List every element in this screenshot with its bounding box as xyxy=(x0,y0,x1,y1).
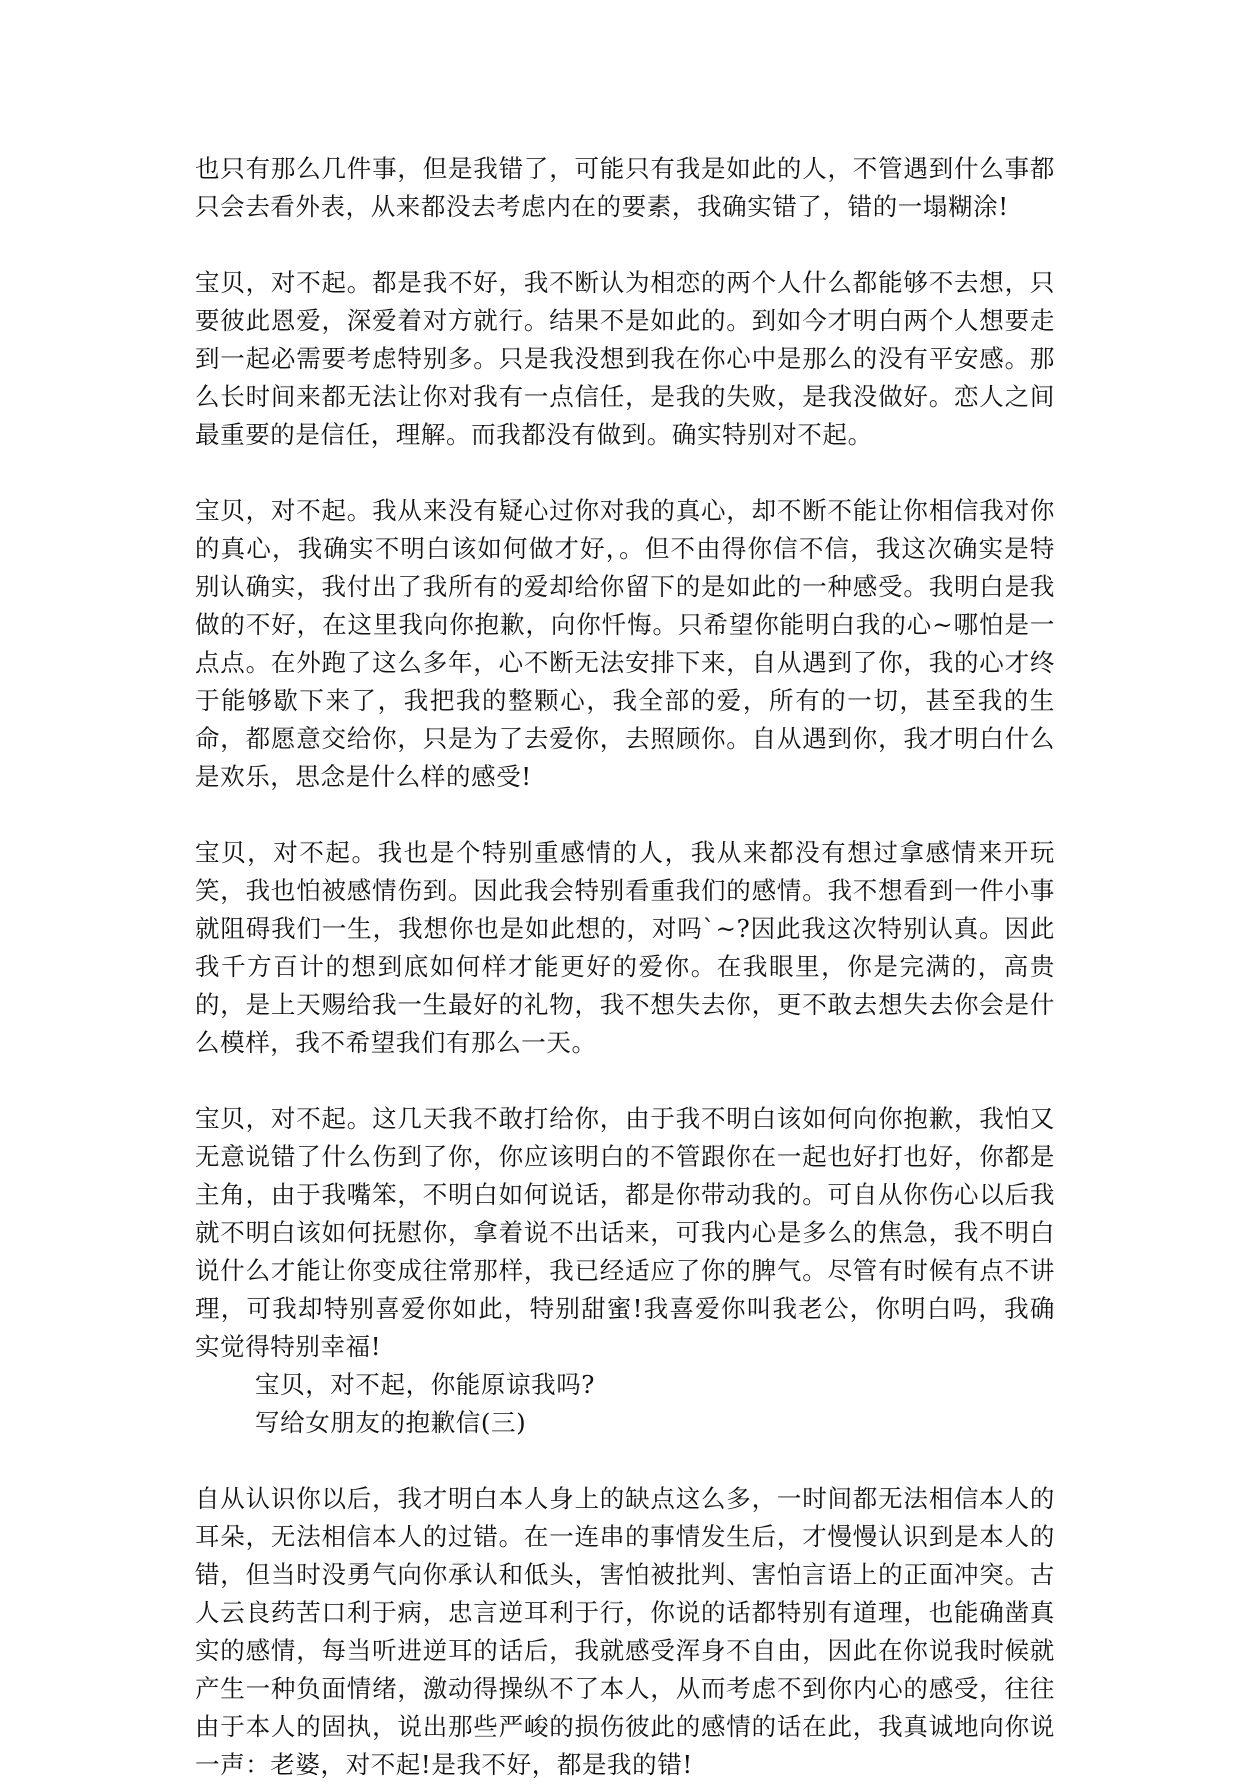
paragraph-6: 自从认识你以后，我才明白本人身上的缺点这么多，一时间都无法相信本人的耳朵，无法相信本人的过错。在一连串的事情发生后，才慢慢认识到是本人的错，但当时没勇气向你承认和低头，害怕被批判、害怕言语上的正面冲突。古人云良药苦口利于病，忠言逆耳利于行，你说的话都特别有道理，也能确凿真实的感情，每当听进逆耳的话后，我就感受浑身不自由，因此在你说我时候就产生一种负面情绪，激动得操纵不了本人，从而考虑不到你内心的感受，往往由于本人的固执，说出那些严峻的损伤彼此的感情的话在此，我真诚地向你说一声：老婆，对不起!是我不好，都是我的错! xyxy=(195,1484,1055,1779)
paragraph-2: 宝贝，对不起。都是我不好，我不断认为相恋的两个人什么都能够不去想，只要彼此恩爱，深爱着对方就行。结果不是如此的。到如今才明白两个人想要走到一起必需要考虑特别多。只是我没想到我在你心中是那么的没有平安感。那么长时间来都无法让你对我有一点信任，是我的失败，是我没做好。恋人之间最重要的是信任，理解。而我都没有做到。确实特别对不起。 xyxy=(195,268,1055,449)
section-heading: 写给女朋友的抱歉信(三) xyxy=(255,1408,527,1437)
document-page xyxy=(195,150,1055,1784)
paragraph-4: 宝贝，对不起。我也是个特别重感情的人，我从来都没有想过拿感情来开玩笑，我也怕被感情伤到。因此我会特别看重我们的感情。我不想看到一件小事就阻碍我们一生，我想你也是如此想的，对吗`~?因此我这次特别认真。因此我千方百计的想到底如何样才能更好的爱你。在我眼里，你是完满的，高贵的，是上天赐给我一生最好的礼物，我不想失去你，更不敢去想失去你会是什么模样，我不希望我们有那么一天。 xyxy=(195,838,1055,1057)
paragraph-gap xyxy=(195,1062,1055,1100)
paragraph-5: 宝贝，对不起。这几天我不敢打给你，由于我不明白该如何向你抱歉，我怕又无意说错了什么伤到了你，你应该明白的不管跟你在一起也好打也好，你都是主角，由于我嘴笨，不明白如何说话，都是你带动我的。可自从你伤心以后我就不明白该如何抚慰你，拿着说不出话来，可我内心是多么的焦急，我不明白说什么才能让你变成往常那样，我已经适应了你的脾气。尽管有时候有点不讲理，可我却特别喜爱你如此，特别甜蜜!我喜爱你叫我老公，你明白吗，我确实觉得特别幸福! xyxy=(195,1104,1055,1361)
paragraph-gap xyxy=(195,1442,1055,1480)
paragraph-1: 也只有那么几件事，但是我错了，可能只有我是如此的人，不管遇到什么事都只会去看外表，从来都没去考虑内在的要素，我确实错了，错的一塌糊涂! xyxy=(195,154,1055,221)
closing-line: 宝贝，对不起，你能原谅我吗? xyxy=(255,1370,596,1399)
paragraph-gap xyxy=(195,454,1055,492)
paragraph-gap xyxy=(195,796,1055,834)
paragraph-3: 宝贝，对不起。我从来没有疑心过你对我的真心，却不断不能让你相信我对你的真心，我确实不明白该如何做才好，。但不由得你信不信，我这次确实是特别认确实，我付出了我所有的爱却给你留下的是如此的一种感受。我明白是我做的不好，在这里我向你抱歉，向你忏悔。只希望你能明白我的心~哪怕是一点点。在外跑了这么多年，心不断无法安排下来，自从遇到了你，我的心才终于能够歇下来了，我把我的整颗心，我全部的爱，所有的一切，甚至我的生命，都愿意交给你，只是为了去爱你，去照顾你。自从遇到你，我才明白什么是欢乐，思念是什么样的感受! xyxy=(195,496,1055,791)
paragraph-gap xyxy=(195,226,1055,264)
